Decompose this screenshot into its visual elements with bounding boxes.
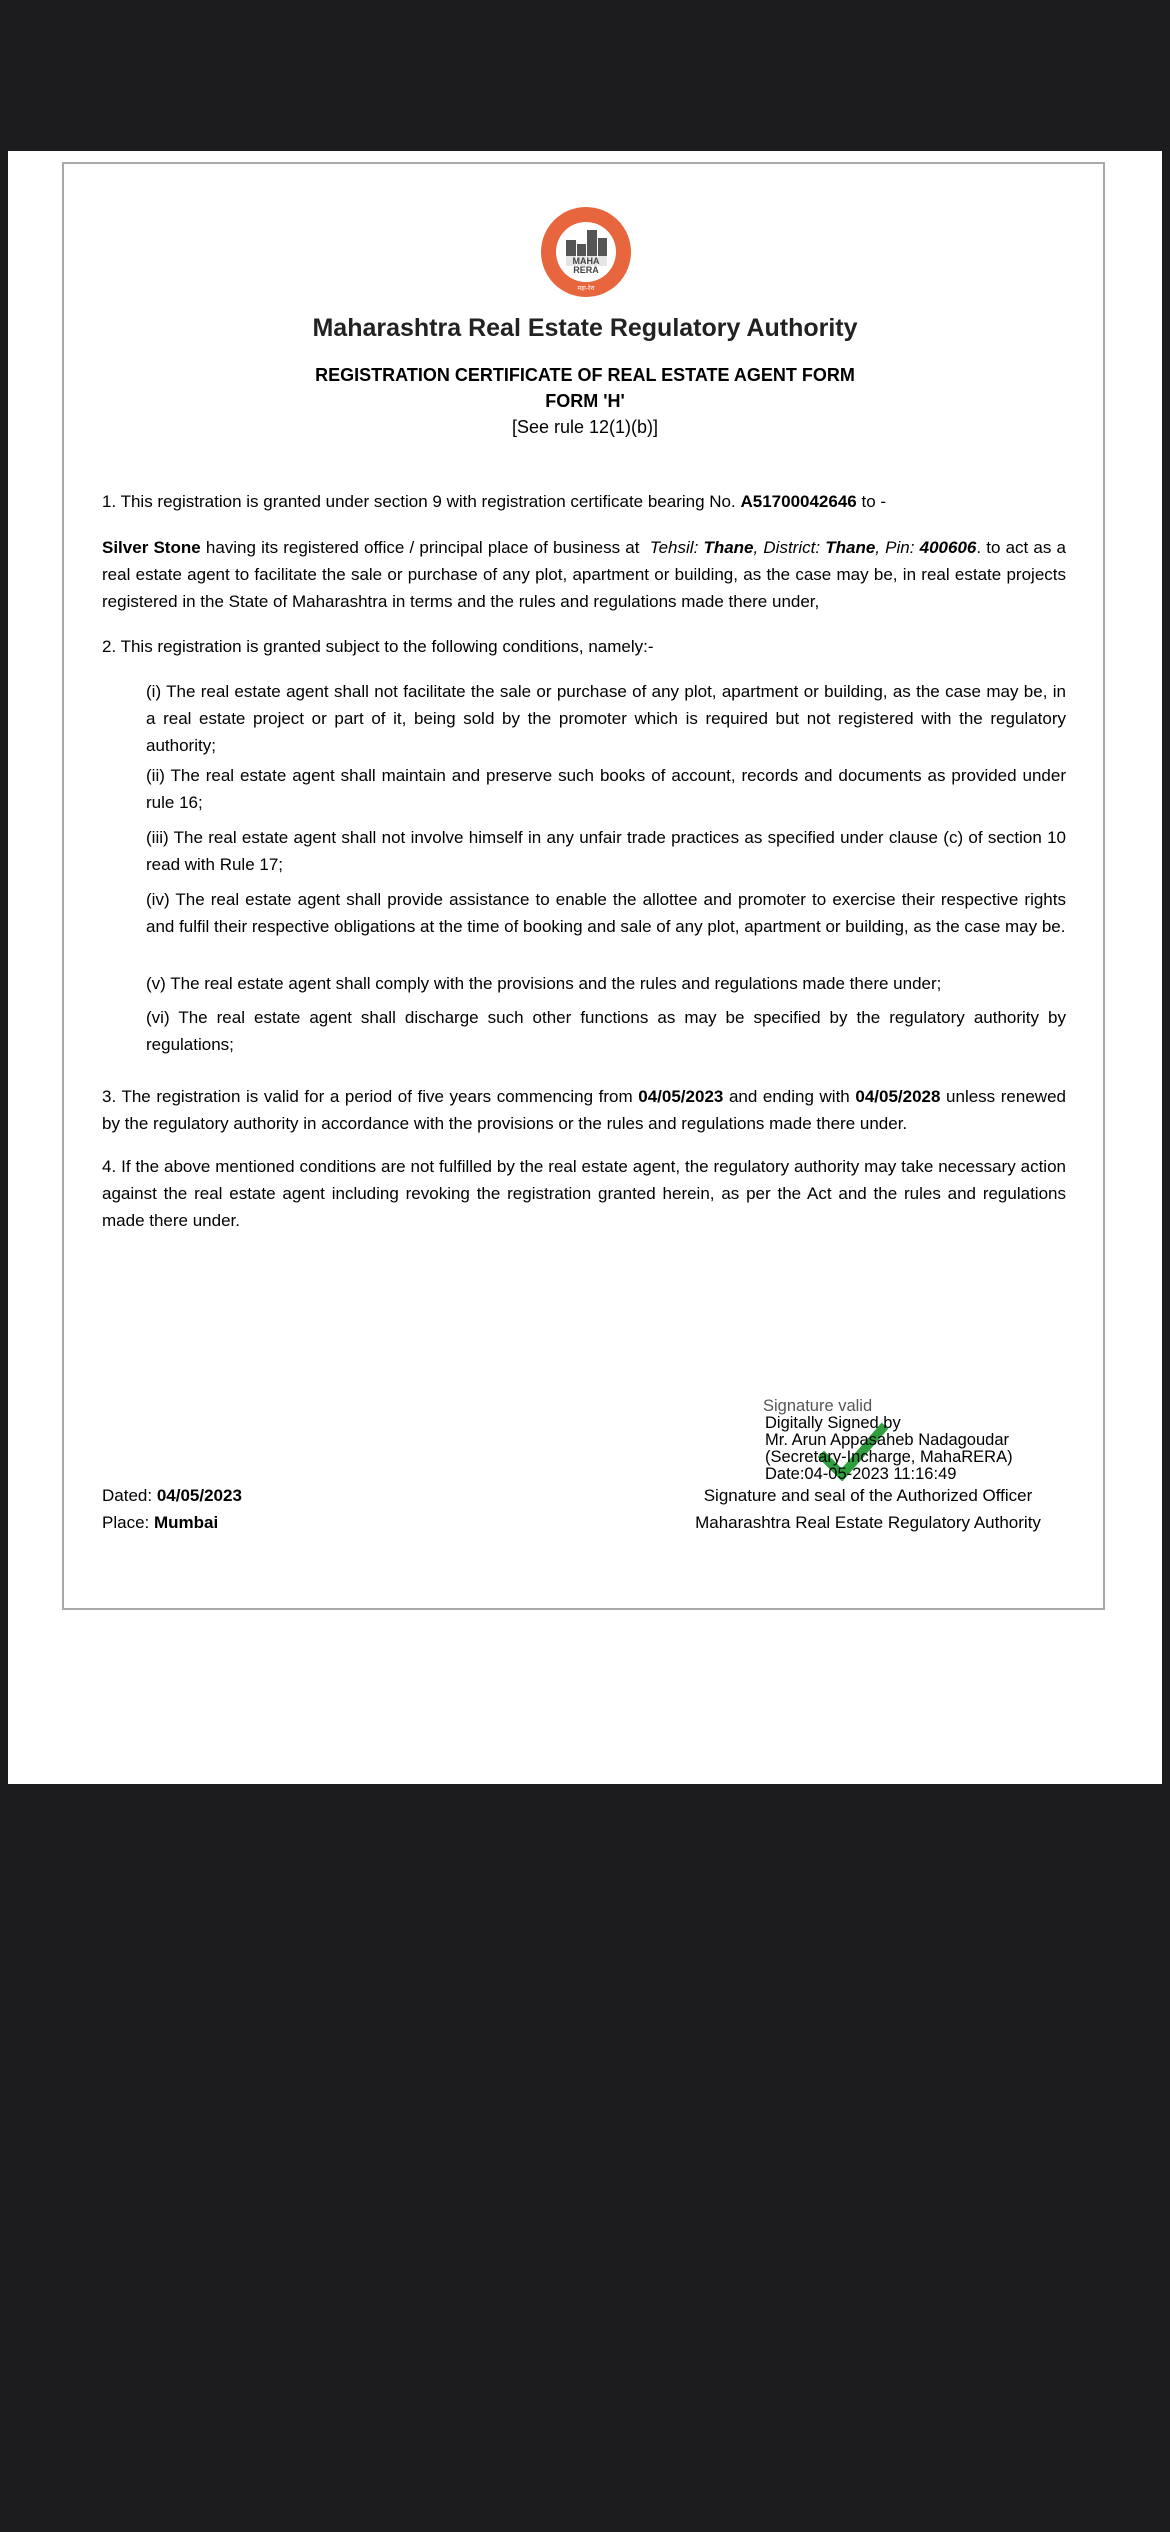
condition-ii: (ii) The real estate agent shall maintain and preserve such books of account, records and documents as provided under rule 16; [146, 766, 1066, 812]
clause-1: 1. This registration is granted under section 9 with registration certificate bearing No. A51700042646 to - [102, 492, 887, 511]
end-date: 04/05/2028 [855, 1087, 941, 1106]
condition-v: (v) The real estate agent shall comply with the provisions and the rules and regulations made there under; [146, 974, 942, 993]
digital-signature[interactable] [765, 1398, 1065, 1483]
rule-reference: [See rule 12(1)(b)] [511, 417, 659, 437]
clause-2-intro: 2. This registration is granted subject to the following conditions, namely:- [102, 637, 654, 656]
svg-text:महा-रेरा: महा-रेरा [577, 285, 595, 292]
signer-name: Mr. Arun Appasaheb Nadagoudar [765, 1431, 1010, 1449]
dated-line: Dated: 04/05/2023 [102, 1486, 242, 1505]
maharera-logo-icon [540, 206, 632, 298]
agent-details: Silver Stone having its registered office / principal place of business at Tehsil: Thane, District: Thane, Pin: 400606. to act as a real estate agent to facilitate the sale or purchase of any plot, apartment or building, as the case may be, in real estate projects registered in the State of Maharashtra in terms and the rules and regulations made there under, [102, 538, 1066, 611]
certificate-title: REGISTRATION CERTIFICATE OF REAL ESTATE AGENT FORM [315, 365, 855, 385]
condition-vi: (vi) The real estate agent shall discharge such other functions as may be specified by the regulatory authority by regulations; [146, 1008, 1066, 1054]
dated-value: 04/05/2023 [156, 1486, 242, 1505]
clause-3: 3. The registration is valid for a period of five years commencing from 04/05/2023 and ending with 04/05/2028 unless renewed by the regulatory authority in accordance with the provisions or the rules and regulations made there under. [102, 1087, 1066, 1133]
clause-4: 4. If the above mentioned conditions are not fulfilled by the real estate agent, the regulatory authority may take necessary action against the real estate agent including revoking the registration granted herein, as per the Act and the rules and regulations made there under. [102, 1157, 1066, 1230]
svg-text:RERA: RERA [573, 265, 599, 275]
place-value: Mumbai [153, 1513, 219, 1532]
signature-line-1: Digitally Signed by [765, 1414, 901, 1432]
svg-text:MAHA: MAHA [572, 256, 600, 266]
condition-iv: (iv) The real estate agent shall provide assistance to enable the allottee and promoter to exercise their respective rights and fulfil their respective obligations at the time of booking and sale of any plot, apartment or building, as the case may be. [146, 890, 1066, 936]
signer-designation: (Secretary-Incharge, MahaRERA) [765, 1448, 1013, 1466]
signature-date: Date:04-05-2023 11:16:49 [765, 1465, 957, 1483]
place-line: Place: Mumbai [102, 1513, 219, 1532]
authority-title: Maharashtra Real Estate Regulatory Authority [312, 314, 858, 342]
agent-name: Silver Stone [102, 538, 201, 557]
tehsil-value: Thane [703, 538, 754, 557]
form-label: FORM 'H' [545, 391, 625, 411]
start-date: 04/05/2023 [638, 1087, 724, 1106]
registration-number: A51700042646 [740, 492, 857, 511]
authority-line: Maharashtra Real Estate Regulatory Authority [695, 1513, 1041, 1532]
condition-i: (i) The real estate agent shall not facilitate the sale or purchase of any plot, apartment or building, as the case may be, in a real estate project or part of it, being sold by the promoter which is required but not registered with the regulatory authority; [146, 682, 1066, 755]
pin-value: 400606 [919, 538, 977, 557]
officer-line: Signature and seal of the Authorized Officer [703, 1486, 1033, 1505]
signature-status: Signature valid [763, 1397, 873, 1415]
district-value: Thane [825, 538, 876, 557]
condition-iii: (iii) The real estate agent shall not involve himself in any unfair trade practices as specified under clause (c) of section 10 read with Rule 17; [146, 828, 1066, 874]
certificate-page [8, 151, 1162, 1784]
